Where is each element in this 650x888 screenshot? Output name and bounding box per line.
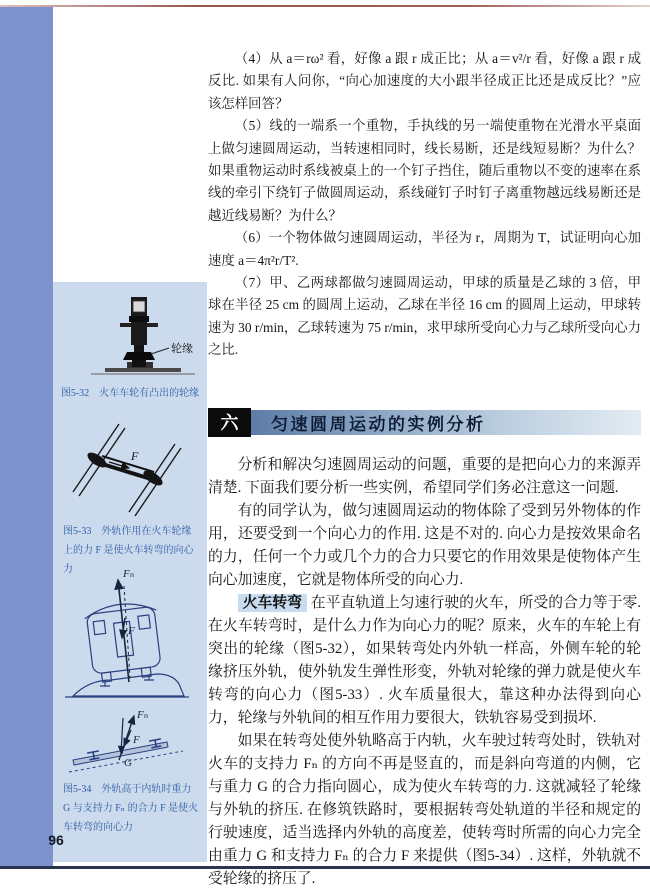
main-content [208, 48, 641, 888]
flange-leader-line [151, 348, 169, 354]
fn-top-label: Fₙ [123, 568, 135, 580]
top-rule [0, 5, 650, 7]
f-bottom-label: F [133, 734, 140, 746]
train-drawing [65, 600, 189, 697]
section-number: 六 [208, 408, 251, 437]
problem-list [208, 48, 641, 362]
train-turning-paragraph [208, 592, 641, 730]
force-label: F [131, 449, 139, 463]
banked-track-paragraph: 如果在转弯处使外轨略高于内轨，火车驶过转弯处时，铁轨对火车的支持力 Fₙ 的方向不再是竖直的，而是斜向弯道的内侧，它与重力 G 的合力指向圆心，成为使火车转弯的力. 这就减轻了轮缘与外轨的挤压. 在修筑铁路时，要根据转弯处轨道的半径和规定的行驶速度，适当选择内外轨的高度差，使转弯时所需的向心力完全由重力 G 和支持力 Fₙ 的合力 F 来提供（图5-34）. 这样，外轨就不受轮缘的挤压了. [208, 732, 641, 887]
figure-5-34-image [61, 566, 193, 778]
fn-bottom-label: Fₙ [137, 709, 149, 721]
section-title: 匀速圆周运动的实例分析 [251, 410, 641, 435]
wheel-assembly [120, 297, 158, 367]
flange-label: 轮缘 [171, 343, 193, 355]
problem-6: （6）一个物体做匀速圆周运动，半径为 r，周期为 T，试证明向心加速度 a＝4π²r/T². [208, 230, 641, 268]
figure-5-32-image [83, 292, 203, 382]
axle [99, 463, 151, 479]
train-turning-text: 在平直轨道上匀速行驶的火车，所受的合力等于零. 在火车转弯时，是什么力作为向心力的呢？原来，火车的车轮上有突出的轮缘（图5-32），如果转弯处内外轨一样高，外侧车轮的轮缘挤压外轨，使外轨发生弹性形变，外轨对轮缘的弹力就是使火车转弯的向心力（图5-33）. 火车质量很大，靠这种办法得到向心力，轮缘与外轨间的相互作用力要很大，铁轨容易受到损坏. [208, 594, 641, 726]
page-number: 96 [48, 832, 64, 848]
train-turning-label: 火车转弯 [238, 594, 307, 612]
f-top-label: F [128, 625, 135, 637]
top-force-arrows [118, 568, 135, 682]
problem-7: （7）甲、乙两球都做匀速圆周运动，甲球的质量是乙球的 3 倍，甲球在半径 25 cm 的圆周上运动，乙球在半径 16 cm 的圆周上运动，甲球转速为 30 r/min，乙球转速为 75 r/min，求甲球所受向心力与乙球所受向心力之比. [208, 275, 641, 358]
figure-5-34-caption: 图5-34 外轨高于内轨时重力 G 与支持力 Fₙ 的合力 F 是使火车转弯的向心力 [63, 784, 199, 833]
problem-5: （5）线的一端系一个重物，手执线的另一端使重物在光滑水平桌面上做匀速圆周运动，当转速相同时，线长易断，还是线短易断？为什么？如果重物运动时系线被桌上的一个钉子挡住，随后重物以不变的速率在系线的牵引下绕钉子做圆周运动，系线碰钉子时钉子离重物越远线易断还是越近线易断？为什么？ [208, 118, 641, 223]
bottom-rule [0, 866, 650, 869]
rail-cross-section [69, 709, 183, 772]
figure-5-33-image [69, 418, 189, 518]
left-margin-strip [0, 7, 53, 866]
intro-paragraph-1: 分析和解决匀速圆周运动的问题，重要的是把向心力的来源弄清楚. 下面我们要分析一些实例，希望同学们务必注意这一问题. [208, 456, 641, 496]
intro-paragraph-2: 有的同学认为，做匀速圆周运动的物体除了受到另外物体的作用，还要受到一个向心力的作用. 这是不对的. 向心力是按效果命名的力，任何一个力或几个力的合力只要它的作用效果是使物体产生向心加速度，它就是物体所受的向心力. [208, 502, 641, 588]
rail-base [105, 368, 181, 372]
body-paragraphs [208, 454, 641, 888]
section-banner [208, 408, 641, 437]
figure-5-33-caption: 图5-33 外轨作用在火车轮缘上的力 F 是使火车转弯的向心力 [63, 526, 194, 575]
g-label: G [124, 757, 132, 769]
problem-4: （4）从 a＝rω² 看，好像 a 跟 r 成正比；从 a＝v²/r 看，好像 a 跟 r 成反比. 如果有人问你，“向心加速度的大小跟半径成正比还是成反比？”应该怎样回答？ [208, 51, 641, 111]
axle-rod [102, 456, 154, 472]
figure-panel [53, 282, 207, 862]
figure-5-32-caption: 图5-32 火车车轮有凸出的轮缘 [60, 388, 200, 399]
